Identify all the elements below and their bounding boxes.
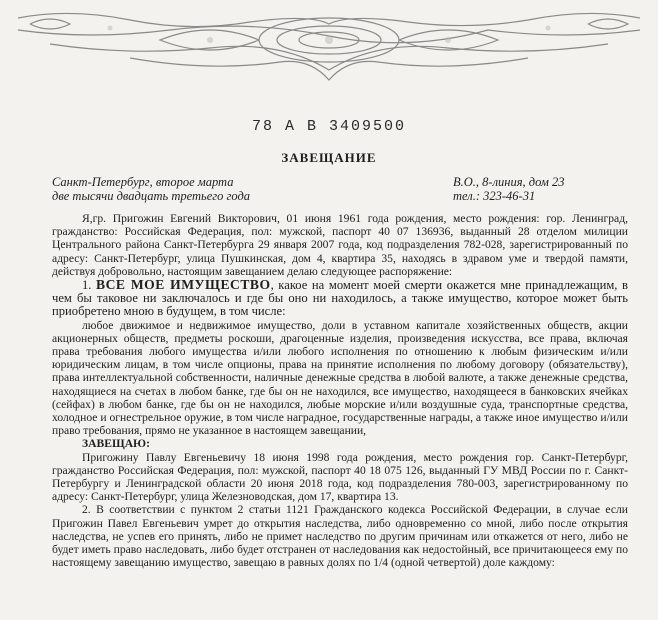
address-line1: В.О., 8-линия, дом 23 (453, 175, 565, 189)
clause-1-caps: ВСЕ МОЕ ИМУЩЕСТВО (96, 277, 271, 293)
clause-1-paragraph (52, 278, 628, 319)
document-title: ЗАВЕЩАНИЕ (281, 150, 377, 165)
clause-1-number: 1. (82, 278, 92, 293)
notary-address-block (453, 175, 565, 203)
place-date-line1: Санкт-Петербург, второе марта (52, 175, 234, 189)
place-date-block (52, 175, 250, 203)
address-line2: тел.: 323-46-31 (453, 189, 536, 203)
serial-number: 78 А В 3409500 (251, 118, 407, 135)
testator-paragraph: Я,гр. Пригожин Евгений Викторович, 01 июня 1961 года рождения, место рождения: гор. Ленинград, гражданство: Российская Федерация, пол: мужской, паспорт 40 07 136936, выданный 28 отделом милиции Центрального района Санкт-Петербурга 29 января 2007 года, код подразделения 782-028, зарегистрированный по адресу: Санкт-Петербург, улица Пушкинская, дом 4, квартира 35, находясь в здравом уме и твердой памяти, действуя добровольно, настоящим завещанием делаю следующее распоряжение: (52, 212, 628, 278)
clause-1-text: , какое на момент моей смерти окажется мне принадлежащим, в чем бы таковое ни заключалось и где бы оно ни находилось, а также имущество, которое может быть приобретено мною в будущем, в том числе: (52, 278, 628, 319)
clause-2-paragraph: 2. В соответствии с пунктом 2 статьи 1121 Гражданского кодекса Российской Федерации, в случае если Пригожин Павел Евгеньевич умрет до открытия наследства, либо одновременно со мной, либо после открытия наследства, не успев его принять, либо не примет наследство по другим причинам или откажется от него, либо не будет иметь право наследовать, либо будет отстранен от наследования как недостойный, все причитающееся ему по настоящему завещанию имущество, завещаю в равных долях по 1/4 (одной четвертой) доле каждому: (52, 503, 628, 570)
property-list-paragraph: любое движимое и недвижимое имущество, доли в уставном капитале хозяйственных обществ, акции акционерных обществ, предметы роскоши, драгоценные изделия, произведения искусства, все права, включая права требования любого имущества и/или любого исполнения по отношению к любым физическим и/или юридическим лицам, в том числе опционы, права на принятие исполнения по любому договору (обязательству), права интеллектуальной собственности, наличные денежные средства в любой валюте, а также денежные средства, находящиеся на счетах в любом банке, где бы он не находился, все имущество, находящееся в банковских ячейках (сейфах) в любом банке, где бы он не находился, любые морские и/или воздушные суда, транспортные средства, холодное и огнестрельное оружие, в том числе наградное, государственные награды, а также иное имущество и/или право требования, прямо не указанное в настоящем завещании, (52, 318, 628, 438)
decorative-ornament-header (10, 0, 648, 88)
place-date-line2: две тысячи двадцать третьего года (52, 189, 251, 203)
heir-paragraph: Пригожину Павлу Евгеньевичу 18 июня 1998 года рождения, место рождения гор. Санкт-Петербург, гражданство Российская Федерация, пол: мужской, паспорт 40 18 075 126, выданный ГУ МВД России по г. Санкт-Петербургу и Ленинградской области 20 июня 2018 года, код подразделения 780-003, зарегистрированному по адресу: Санкт-Петербург, улица Железноводская, дом 17, квартира 13. (52, 450, 628, 504)
document-body (52, 212, 628, 569)
bequeath-heading: ЗАВЕЩАЮ: (82, 437, 150, 451)
